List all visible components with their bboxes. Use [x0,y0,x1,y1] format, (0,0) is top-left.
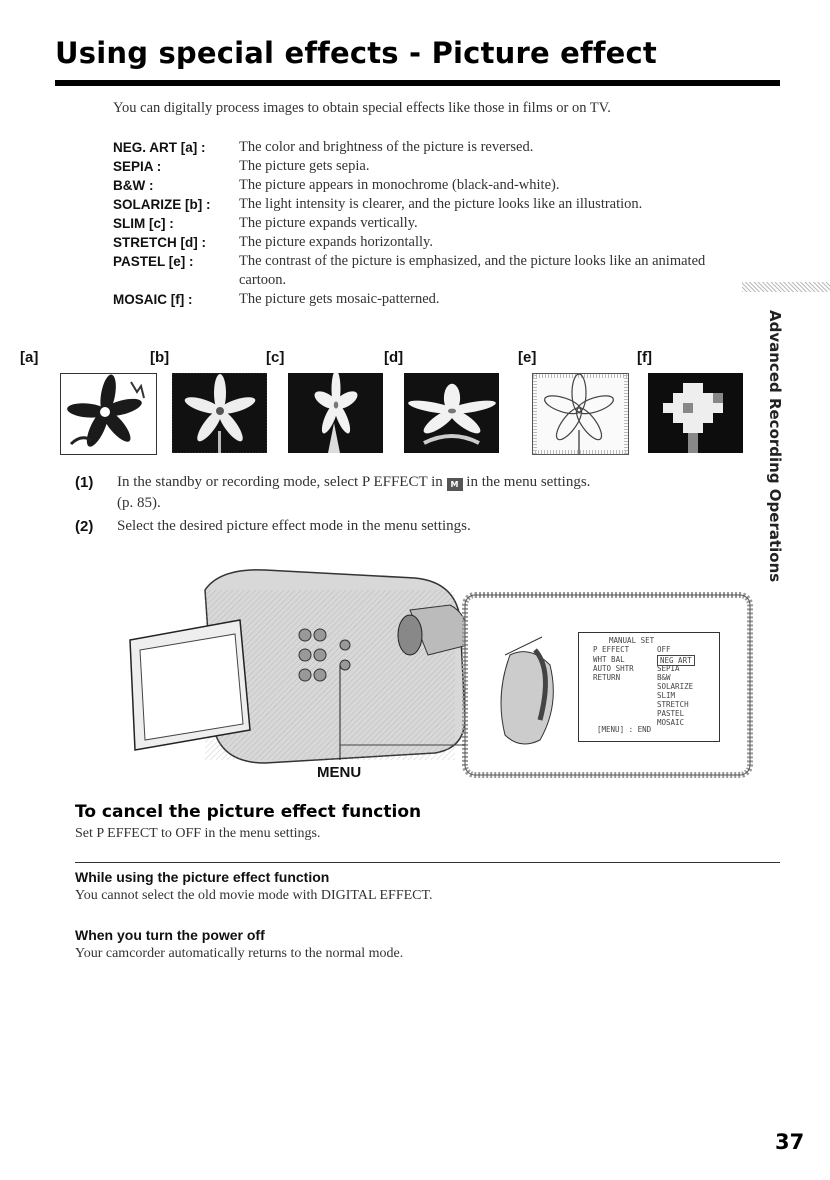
lcd-menu-screen [578,632,720,742]
step-text: In the standby or recording mode, select P EFFECT in [117,474,443,490]
effect-item [113,195,753,214]
sample-neg-art-image [60,373,157,455]
power-off-heading: When you turn the power off [75,927,265,943]
section-divider [75,862,780,863]
effect-desc: The picture expands vertically. [239,215,418,231]
effect-key: PASTEL [e] : [113,254,194,269]
image-label-e: [e] [518,349,537,366]
while-using-text: You cannot select the old movie mode with DIGITAL EFFECT. [75,888,433,903]
sample-stretch-image [404,373,499,453]
lcd-item: P EFFECT [593,645,630,654]
lcd-option: OFF [657,645,671,654]
effect-item [113,252,753,290]
side-tab-marker [742,282,830,292]
lcd-item: AUTO SHTR [593,664,634,673]
image-label-f: [f] [637,349,652,366]
effect-key: SLIM [c] : [113,216,174,231]
lcd-header: MANUAL SET [609,636,655,645]
effect-key: STRETCH [d] : [113,235,206,250]
image-label-d: [d] [384,349,404,366]
effects-list [113,138,753,309]
effect-key: B&W : [113,178,154,193]
page-title: Using special effects - Picture effect [55,36,657,70]
step-text-cont: in the menu settings. [466,474,591,490]
page-number: 37 [775,1130,805,1154]
effect-desc: The picture gets sepia. [239,158,370,174]
sample-solarize-image [172,373,267,453]
lcd-option: SEPIA [657,664,680,673]
effect-item [113,138,753,157]
step-number: (2) [75,518,94,535]
image-label-c: [c] [266,349,285,366]
effect-key: SEPIA : [113,159,162,174]
step-text: Select the desired picture effect mode in the menu settings. [117,518,471,534]
effect-item [113,233,753,252]
sample-slim-image [288,373,383,453]
memory-menu-icon: M [447,478,463,491]
sample-pastel-image [532,373,629,455]
effect-desc: The contrast of the picture is emphasized, and the picture looks like an animated cartoon. [239,253,706,288]
effect-item [113,157,753,176]
menu-button-label: MENU [317,764,362,781]
effect-item [113,214,753,233]
image-label-a: [a] [20,349,39,366]
image-label-b: [b] [150,349,170,366]
effect-key: NEG. ART [a] : [113,140,206,155]
effect-key: MOSAIC [f] : [113,292,193,307]
lcd-option: B&W [657,673,671,682]
effect-item [113,290,753,309]
while-using-heading: While using the picture effect function [75,869,330,885]
lcd-item: RETURN [593,673,621,682]
lcd-option: STRETCH [657,700,689,709]
lcd-option: SOLARIZE [657,682,694,691]
effect-desc: The picture expands horizontally. [239,234,433,250]
effect-desc: The light intensity is clearer, and the picture looks like an illustration. [239,196,643,212]
effect-key: SOLARIZE [b] : [113,197,211,212]
effect-desc: The color and brightness of the picture is reversed. [239,139,534,155]
step-number: (1) [75,474,94,491]
effect-desc: The picture appears in monochrome (black-and-white). [239,177,560,193]
lcd-footer: [MENU] : END [597,725,652,734]
lcd-option: MOSAIC [657,718,685,727]
power-off-text: Your camcorder automatically returns to the normal mode. [75,946,404,961]
procedure-steps [75,472,755,539]
lcd-option-selected: NEG ART [657,655,695,666]
intro-text: You can digitally process images to obtain special effects like those in films or on TV. [113,100,611,116]
lcd-option: SLIM [657,691,676,700]
effect-desc: The picture gets mosaic-patterned. [239,291,440,307]
title-rule [55,80,780,86]
cancel-text: Set P EFFECT to OFF in the menu settings. [75,826,321,841]
step-2 [75,516,755,537]
section-side-label: Advanced Recording Operations [766,310,784,583]
lcd-option: PASTEL [657,709,685,718]
sample-mosaic-image [648,373,743,453]
step-1 [75,472,755,514]
effect-item [113,176,753,195]
step-page-ref: (p. 85). [117,495,161,511]
lcd-item: WHT BAL [593,655,625,664]
cancel-heading: To cancel the picture effect function [75,802,422,822]
